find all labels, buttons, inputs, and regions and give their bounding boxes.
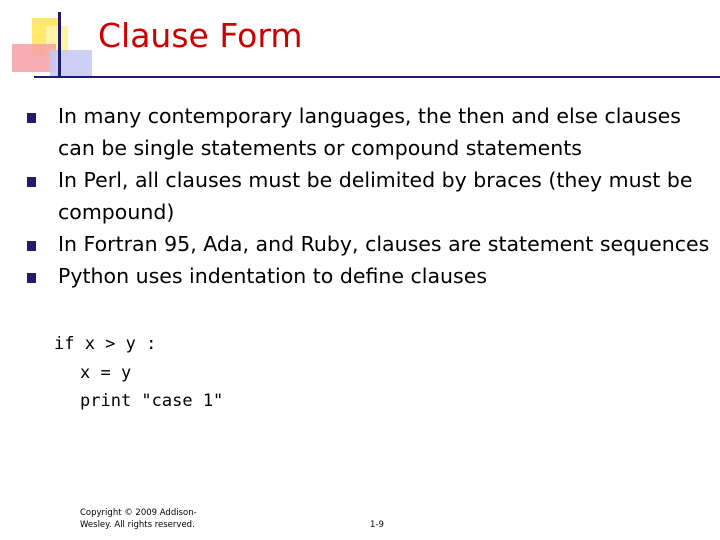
- code-line-if: if x > y :: [54, 334, 157, 354]
- bullet-item: [24, 100, 714, 164]
- bullet-list: [24, 100, 714, 292]
- code-line-print: print "case 1": [80, 391, 224, 411]
- bullet-text: In many contemporary languages, the then and else clauses can be single statements or compound statements: [58, 104, 681, 160]
- footer-page-number: 1-9: [370, 520, 384, 530]
- bullet-item: [24, 260, 714, 292]
- slide-title: Clause Form: [98, 16, 303, 55]
- square-bullet-icon: [27, 177, 36, 187]
- footer-copyright: Copyright © 2009 Addison-Wesley. All rights reserved.: [80, 508, 197, 530]
- square-bullet-icon: [27, 113, 36, 123]
- bullet-item: [24, 164, 714, 228]
- decorative-blue-square: [50, 50, 92, 76]
- decorative-vertical-rule: [58, 12, 61, 78]
- code-line-assign: x = y: [80, 362, 132, 383]
- title-underline-rule: [34, 76, 720, 78]
- code-example: [54, 330, 223, 416]
- bullet-item: [24, 228, 714, 260]
- bullet-text: Python uses indentation to define clauses: [58, 264, 487, 288]
- square-bullet-icon: [27, 273, 36, 283]
- square-bullet-icon: [27, 241, 36, 251]
- bullet-text: In Perl, all clauses must be delimited by braces (they must be compound): [58, 168, 693, 224]
- bullet-text: In Fortran 95, Ada, and Ruby, clauses are statement sequences: [58, 232, 710, 256]
